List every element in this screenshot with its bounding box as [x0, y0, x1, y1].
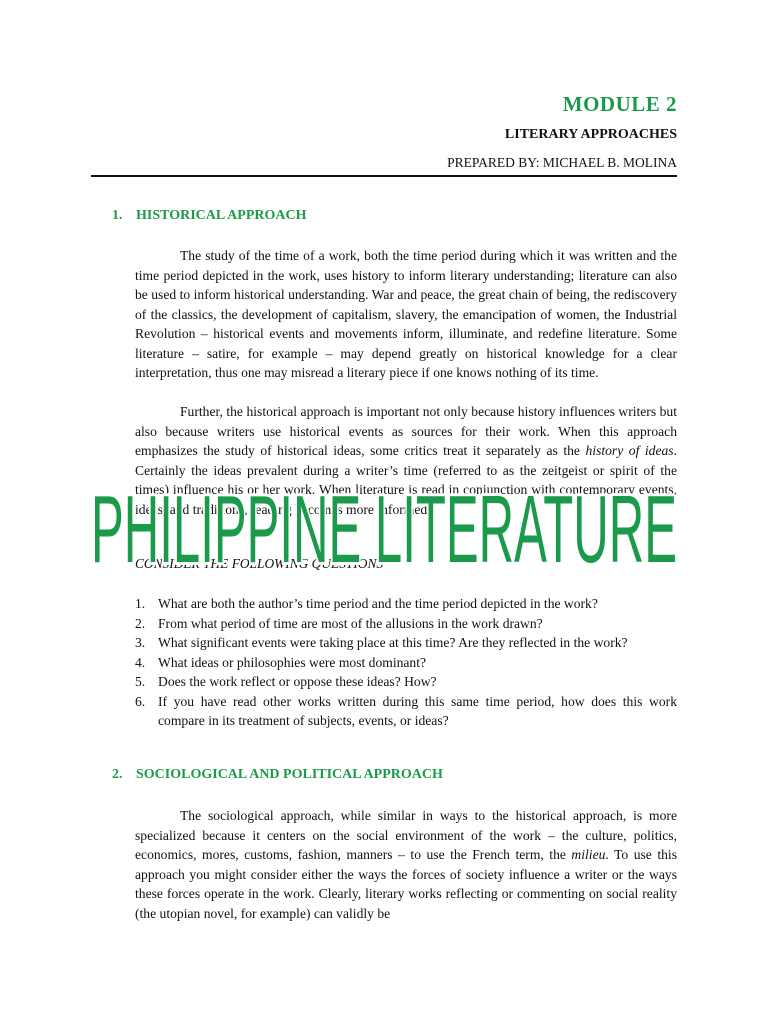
list-number: 5.: [135, 674, 146, 689]
list-text: What significant events were taking place at this time? Are they reflected in the work?: [158, 635, 628, 650]
paragraph: [135, 806, 677, 923]
section-heading-historical: [112, 208, 307, 224]
paragraph-text: . Certainly the ideas prevalent during a writer’s time (referred to as the zeitgeist or spirit of the times) influence his or her work. When literature is read in conjunction with contemporary events, ideas, and traditions, reading becomes more informed.: [135, 443, 677, 517]
list-number: 1.: [135, 596, 146, 611]
consider-label: CONSIDER THE FOLLOWING QUESTIONS: [135, 556, 384, 571]
section-heading-sociological: [112, 767, 443, 783]
list-text: Does the work reflect or oppose these ideas? How?: [158, 674, 437, 689]
list-item: [135, 653, 677, 673]
section-title: HISTORICAL APPROACH: [136, 208, 307, 223]
header-divider: [91, 175, 677, 177]
watermark-text: PHILIPPINE LITERATURE: [91, 476, 677, 580]
question-list: [135, 594, 677, 731]
list-item: [135, 633, 677, 653]
list-text: From what period of time are most of the allusions in the work drawn?: [158, 615, 543, 631]
paragraph: [135, 246, 677, 383]
list-item: [135, 614, 677, 634]
section-title: SOCIOLOGICAL AND POLITICAL APPROACH: [136, 767, 443, 782]
document-subtitle: LITERARY APPROACHES: [504, 127, 677, 142]
paragraph: [135, 402, 677, 519]
paragraph-text: The sociological approach, while similar in ways to the historical approach, is more specialized because it centers on the social environment of the work – the culture, politics, economics, mores, customs, fashion, manners – to use the French term, the: [135, 808, 677, 862]
prepared-by: PREPARED BY: MICHAEL B. MOLINA: [447, 155, 677, 170]
list-text: If you have read other works written during this same time period, how does this work compare in its treatment of subjects, events, or ideas?: [158, 693, 677, 728]
paragraph-text: Further, the historical approach is important not only because history influences writers but also because writers use historical events as sources for their work. When this approach emphasizes the study of historical ideas, some critics treat it separately as the: [135, 404, 677, 458]
emphasis-text: milieu: [571, 847, 606, 862]
module-title: MODULE 2: [562, 92, 677, 116]
section-number: 2.: [112, 767, 123, 782]
list-item: [135, 692, 677, 731]
emphasis-text: history of ideas: [585, 443, 674, 458]
list-item: [135, 594, 677, 614]
list-number: 4.: [135, 654, 146, 670]
list-text: What are both the author’s time period and the time period depicted in the work?: [158, 596, 598, 611]
paragraph-text: . To use this approach you might consider either the ways the forces of society influence a writer or the ways these forces operate in the work. Clearly, literary works reflecting or commenting on social reality (the utopian novel, for example) can validly be: [135, 847, 677, 921]
watermark-text-fill: PHILIPPINE LITERATURE: [91, 476, 677, 580]
list-item: [135, 672, 677, 692]
paragraph-text: The study of the time of a work, both the time period during which it was written and the time period depicted in the work, uses history to inform literary understanding; literature can also be used to inform historical understanding. War and peace, the great chain of being, the rediscovery of the classics, the development of capitalism, slavery, the emancipation of women, the Industrial Revolution – historical events and movements inform, illuminate, and redefine literature. Some literature – satire, for example – may depend greatly on historical knowledge for a clear interpretation, thus one may misread a literary piece if one knows nothing of its time.: [135, 248, 677, 380]
list-number: 3.: [135, 635, 146, 650]
list-number: 2.: [135, 615, 146, 631]
list-number: 6.: [135, 693, 146, 709]
list-text: What ideas or philosophies were most dominant?: [158, 654, 427, 670]
section-number: 1.: [112, 208, 123, 223]
